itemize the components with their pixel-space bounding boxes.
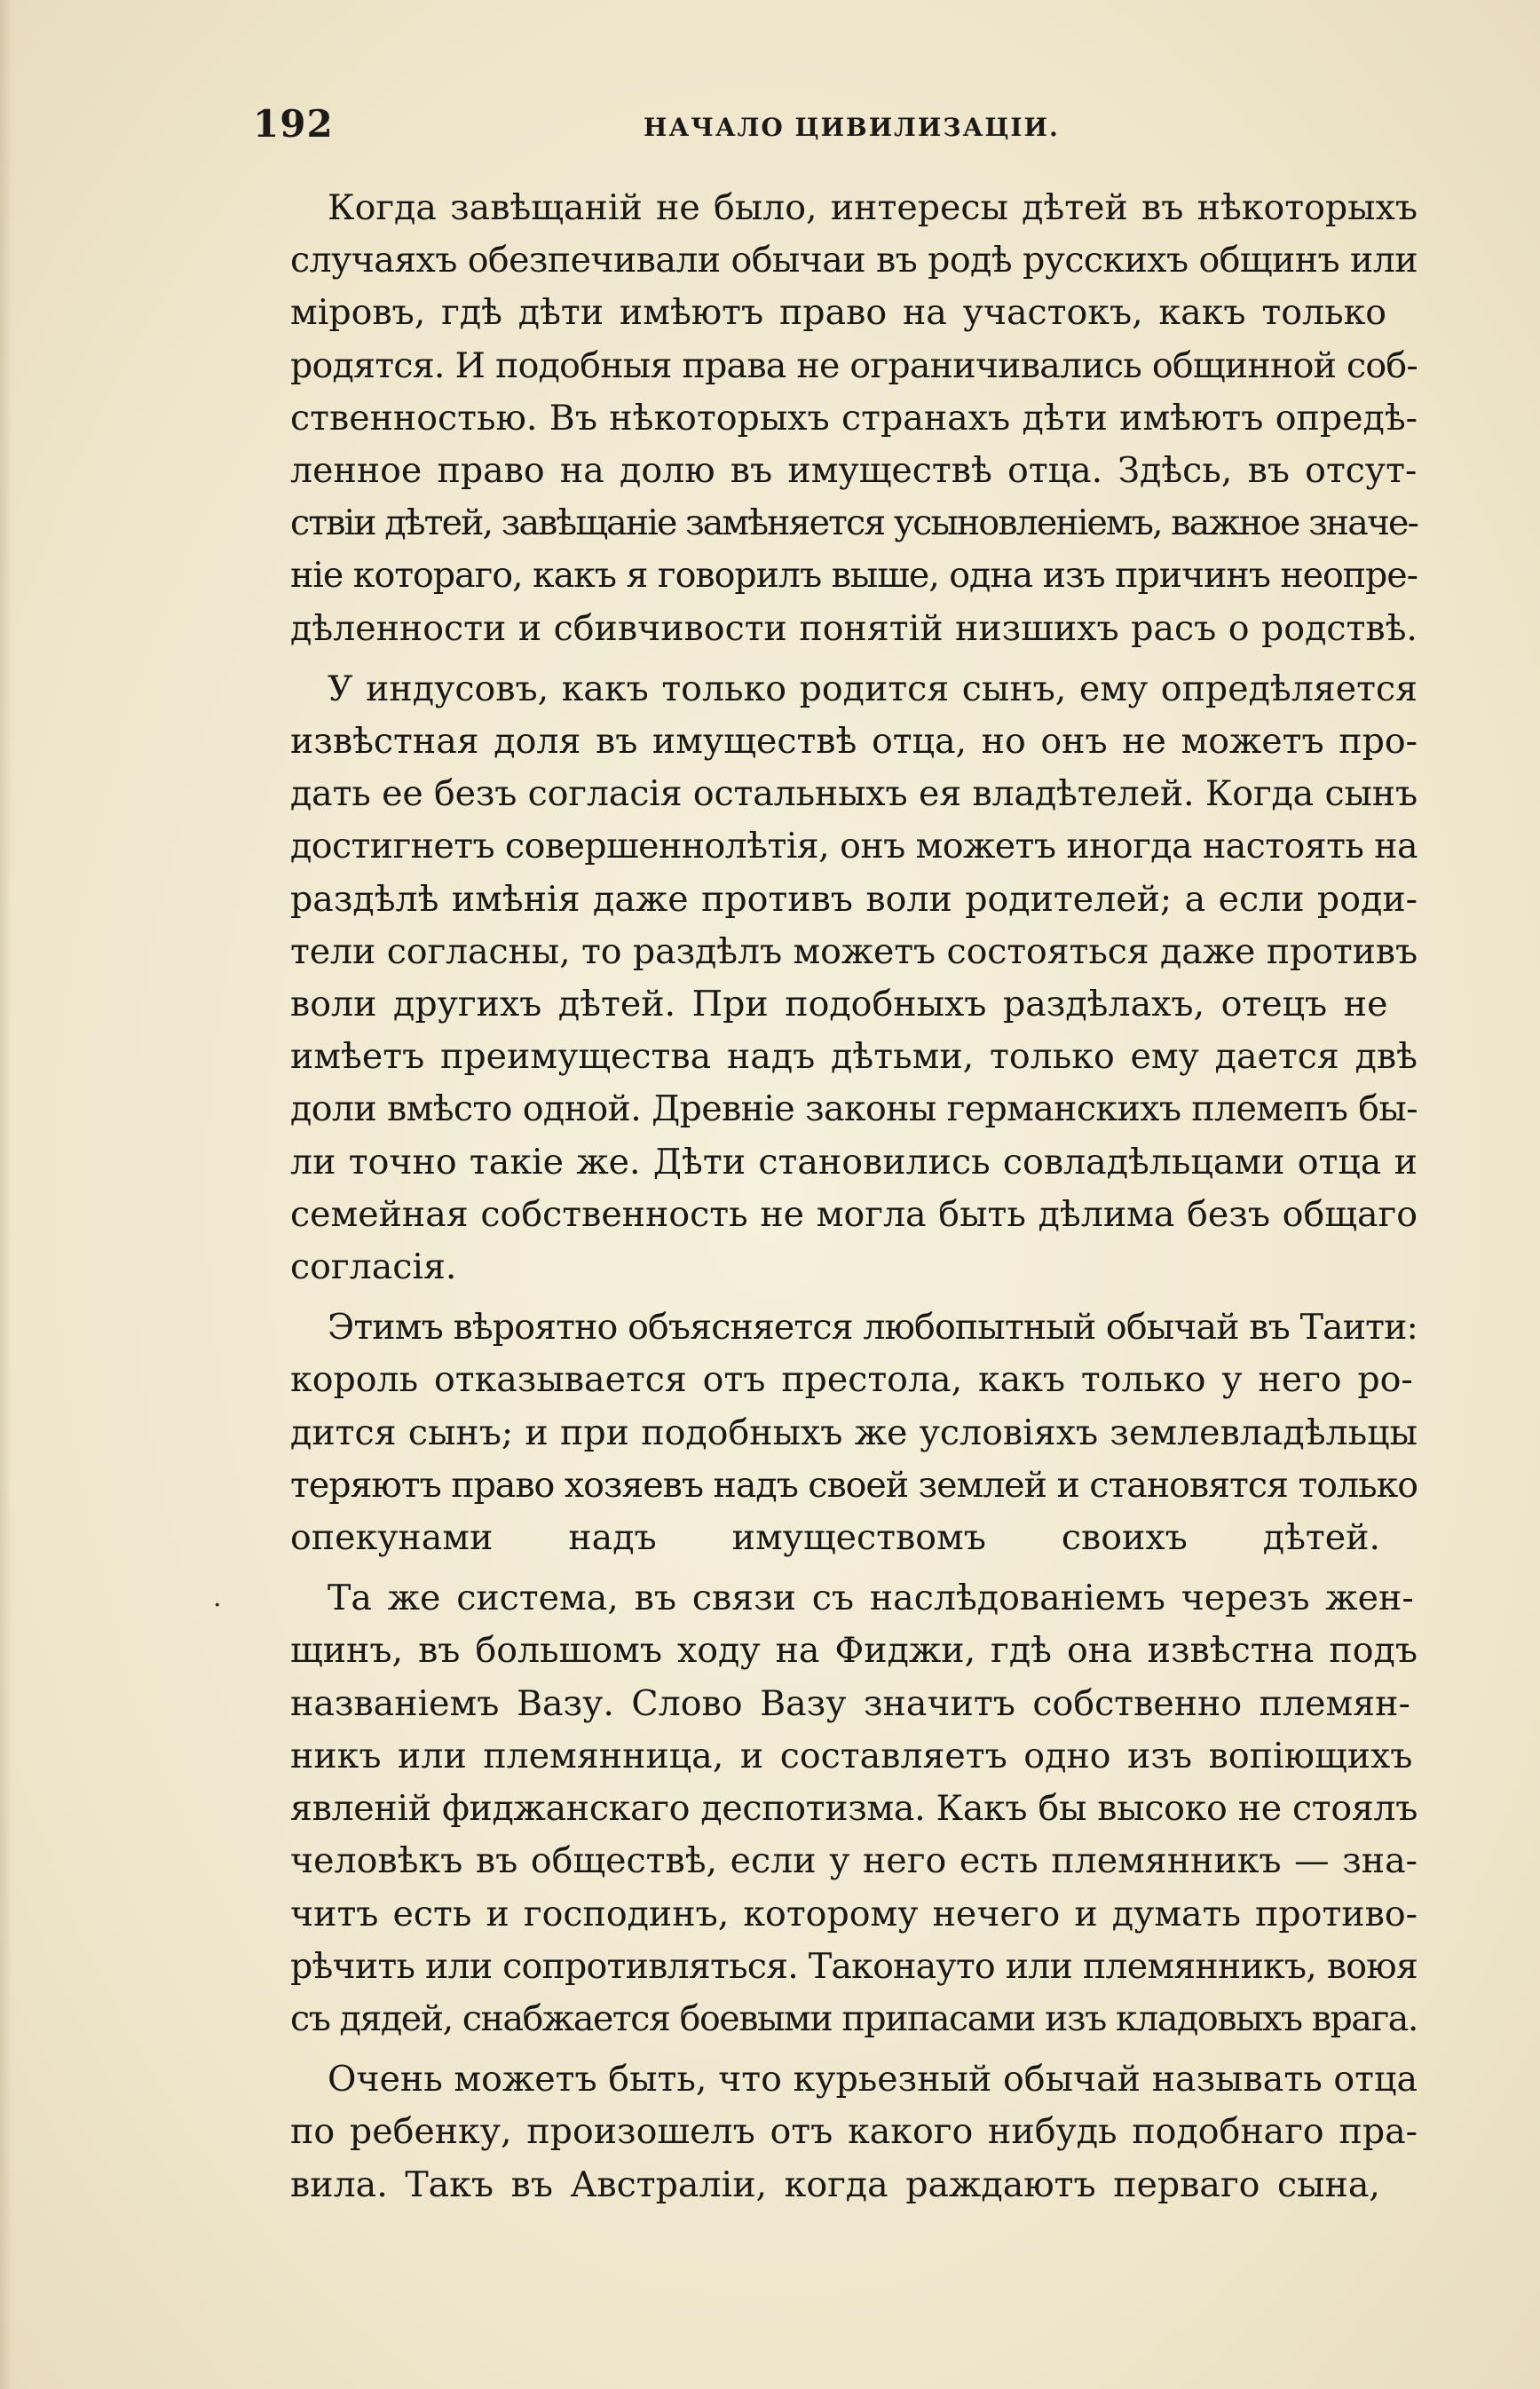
paragraph-1 — [253, 182, 1418, 655]
text-line: случаяхъ обезпечивали обычаи въ родѣ русскихъ общинъ или — [290, 240, 1418, 281]
text-line: семейная собственность не могла быть дѣлима безъ общаго — [290, 1193, 1418, 1235]
text-line: ствіи дѣтей, завѣщаніе замѣняется усыновленіемъ, важное значе- — [290, 502, 1418, 544]
page-header — [253, 102, 1425, 164]
text-line: человѣкъ въ обществѣ, если у него есть племянникъ — зна- — [290, 1840, 1418, 1882]
text-line: читъ есть и господинъ, которому нечего и думать противо- — [290, 1893, 1418, 1934]
text-line: съ дядей, снабжается боевыми припасами изъ кладовыхъ врага. — [290, 1997, 1418, 2039]
text-line: теряютъ право хозяевъ надъ своей землей и становятся только — [290, 1464, 1418, 1506]
text-line: дать ее безъ согласія остальныхъ ея владѣтелей. Когда сынъ — [290, 773, 1418, 815]
text-line: щинъ, въ большомъ ходу на Фиджи, гдѣ она извѣстна подъ — [290, 1630, 1418, 1672]
body-text — [253, 182, 1418, 2219]
text-line: тели согласны, то раздѣлъ можетъ состояться даже противъ — [290, 930, 1418, 972]
text-line: ніе котораго, какъ я говорилъ выше, одна изъ причинъ неопре- — [290, 555, 1418, 597]
text-line: вила. Такъ въ Австраліи, когда раждаютъ перваго сына, — [290, 2164, 1380, 2205]
paragraph-5 — [253, 2053, 1418, 2211]
text-line: имѣетъ преимущества надъ дѣтьми, только ему дается двѣ — [290, 1036, 1418, 1078]
text-line: ли точно такіе же. Дѣти становились совладѣльцами отца и — [290, 1141, 1418, 1183]
text-line: воли другихъ дѣтей. При подобныхъ раздѣлахъ, отецъ не — [290, 984, 1388, 1025]
text-line: родятся. И подобныя права не ограничивались общинной соб- — [290, 344, 1418, 386]
text-line: рѣчить или сопротивляться. Таконауто или племянникъ, воюя — [290, 1945, 1418, 1987]
page-number: 192 — [253, 102, 334, 146]
paragraph-3 — [253, 1301, 1418, 1564]
text-line: дится сынъ; и при подобныхъ же условіяхъ землевладѣльцы — [290, 1412, 1418, 1453]
running-title: НАЧАЛО ЦИВИЛИЗАЦІИ. — [644, 113, 1060, 142]
text-line: ственностью. Въ нѣкоторыхъ странахъ дѣти имѣютъ опредѣ- — [290, 397, 1418, 439]
text-line: никъ или племянница, и составляетъ одно изъ вопіющихъ — [290, 1735, 1413, 1776]
text-line: Та же система, въ связи съ наслѣдованіемъ черезъ жен- — [328, 1578, 1414, 1619]
paragraph-4 — [253, 1572, 1418, 2045]
text-line: опекунами надъ имуществомъ своихъ дѣтей. — [290, 1517, 1380, 1559]
text-line: Когда завѣщаній не было, интересы дѣтей въ нѣкоторыхъ — [328, 187, 1418, 228]
text-line: раздѣлѣ имѣнія даже противъ воли родителей; а если роди- — [290, 878, 1418, 920]
text-line: названіемъ Вазу. Слово Вазу значитъ собственно племян- — [290, 1682, 1410, 1724]
text-line: доли вмѣсто одной. Древніе законы германскихъ племепъ бы- — [290, 1088, 1418, 1130]
text-line: Этимъ вѣроятно объясняется любопытный обычай въ Таити: — [328, 1307, 1418, 1349]
text-line: Очень можетъ быть, что курьезный обычай называть отца — [328, 2059, 1418, 2100]
paragraph-2 — [253, 663, 1418, 1293]
text-line: извѣстная доля въ имуществѣ отца, но онъ не можетъ про- — [290, 721, 1418, 763]
margin-dot: . — [213, 1582, 222, 1613]
text-line: У индусовъ, какъ только родится сынъ, ему опредѣляется — [328, 668, 1418, 709]
text-line: достигнетъ совершеннолѣтія, онъ можетъ иногда настоять на — [290, 826, 1418, 867]
text-line: міровъ, гдѣ дѣти имѣютъ право на участокъ, какъ только — [290, 292, 1387, 334]
text-line: король отказывается отъ престола, какъ только у него ро- — [290, 1359, 1413, 1401]
text-line: по ребенку, произошелъ отъ какого нибудь подобнаго пра- — [290, 2111, 1418, 2153]
text-line: дѣленности и сбивчивости понятій низшихъ расъ о родствѣ. — [290, 607, 1418, 649]
text-line: явленій фиджанскаго деспотизма. Какъ бы высоко не стоялъ — [290, 1788, 1418, 1830]
text-line: ленное право на долю въ имуществѣ отца. Здѣсь, въ отсут- — [290, 450, 1418, 492]
text-line: согласія. — [290, 1246, 457, 1288]
